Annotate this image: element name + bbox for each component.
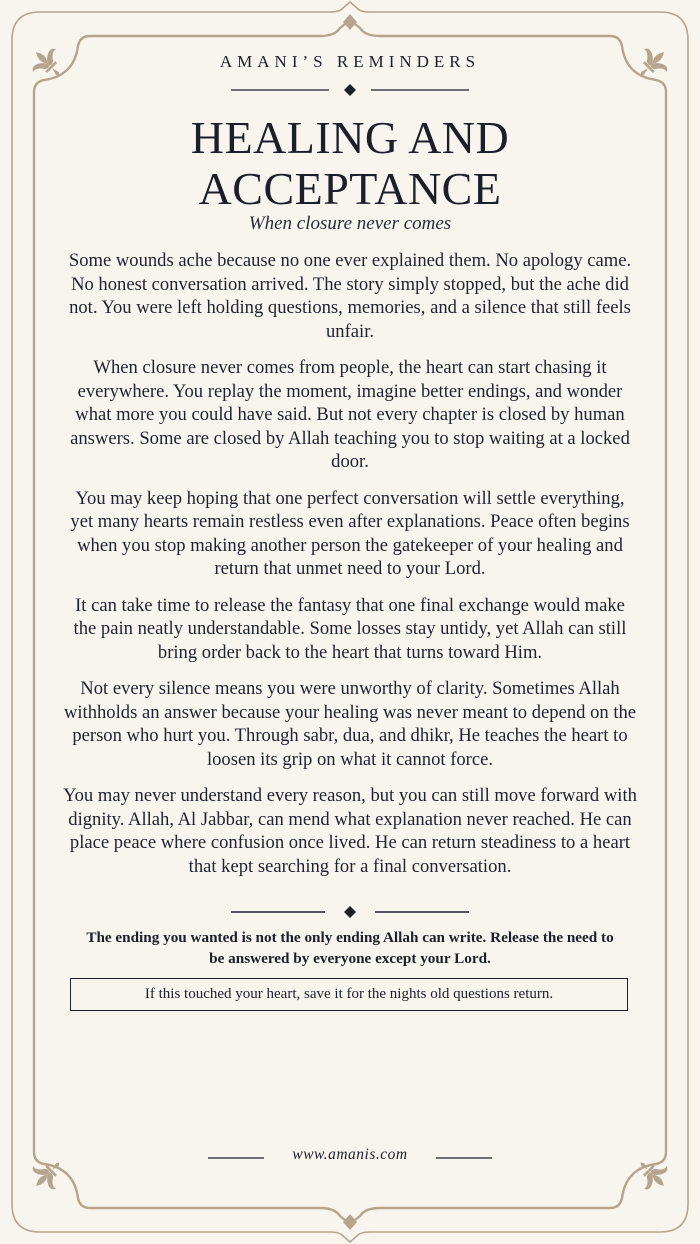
subtitle: When closure never comes <box>248 213 452 234</box>
brand-kicker: AMANI’S REMINDERS <box>219 52 481 71</box>
footer <box>0 1146 700 1168</box>
paragraph: When closure never comes from people, the heart can start chasing it everywhere. You replay the moment, imagine better endings, and wonder what more you could have said. But not every chapter is closed by human answers. Some are closed by Allah teaching you to stop waiting at a locked door. <box>70 357 630 472</box>
diamond-ornament-icon <box>344 84 356 96</box>
title-line-2: ACCEPTANCE <box>198 163 502 214</box>
diamond-ornament-icon <box>344 906 356 918</box>
page-title <box>0 112 700 214</box>
website-link[interactable]: www.amanis.com <box>292 1146 408 1163</box>
save-reminder-note: If this touched your heart, save it for the nights old questions return. <box>70 978 628 1011</box>
header-divider <box>0 82 700 98</box>
body-text <box>62 249 638 891</box>
paragraph: Some wounds ache because no one ever explained them. No apology came. No honest conversation arrived. The story simply stopped, but the ache did not. You were left holding questions, memories, and a silence that still feels unfair. <box>68 250 632 342</box>
paragraph: You may never understand every reason, but you can still move forward with dignity. Allah, Al Jabbar, can mend what explanation never reached. He can place peace where confusion once lived. He can return steadiness to a heart that kept searching for a final conversation. <box>63 785 637 877</box>
paragraph: You may keep hoping that one perfect conversation will settle everything, yet many hearts remain restless even after explanations. Peace often begins when you stop making another person the gatekeeper of your healing and return that unmet need to your Lord. <box>70 487 630 579</box>
paragraph: It can take time to release the fantasy that one final exchange would make the pain neatly understandable. Some losses stay untidy, yet Allah can still bring order back to the heart that turns toward Him. <box>73 594 627 663</box>
closing-divider <box>0 904 700 920</box>
paragraph: Not every silence means you were unworthy of clarity. Sometimes Allah withholds an answer because your healing was never meant to depend on the person who hurt you. Through sabr, dua, and dhikr, He teaches the heart to loosen its grip on what it cannot force. <box>63 678 637 770</box>
closing-statement: The ending you wanted is not the only ending Allah can write. Release the need to be answered by everyone except your Lord. <box>86 929 614 967</box>
title-line-1: HEALING AND <box>190 112 510 163</box>
